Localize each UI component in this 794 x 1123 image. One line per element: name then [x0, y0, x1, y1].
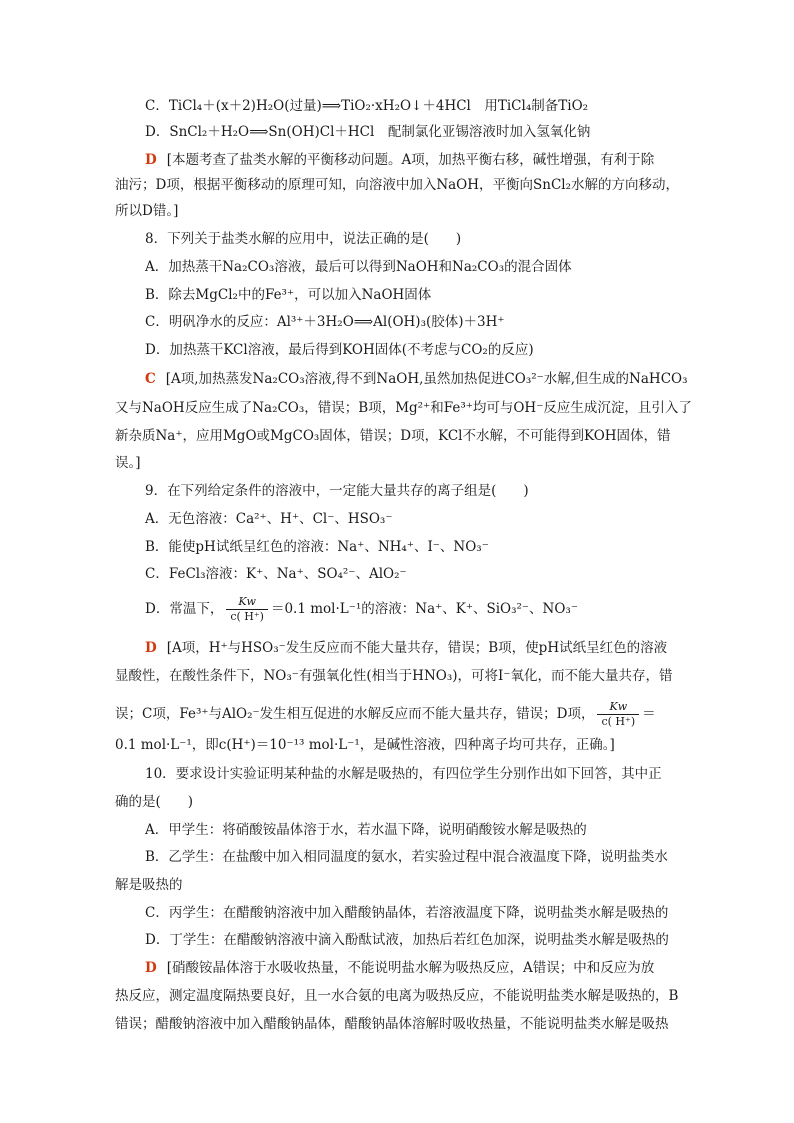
answer-10-line3: 错误；醋酸钠溶液中加入醋酸钠晶体，醋酸钠晶体溶解时吸收热量，不能说明盐类水解是吸热 — [115, 1016, 669, 1032]
line-d-sncl2: D．SnCl₂＋H₂O⟹Sn(OH)Cl＋HCl 配制氯化亚锡溶液时加入氢氧化钠 — [145, 124, 591, 140]
answer-7-line2: 油污；D项，根据平衡移动的原理可知，向溶液中加入NaOH，平衡向SnCl₂水解的方向移动， — [115, 177, 680, 193]
answer-letter: D — [145, 640, 157, 656]
answer-7: D [本题考查了盐类水解的平衡移动问题。A项，加热平衡右移，碱性增强，有利于除 — [145, 152, 655, 168]
answer-10-line2: 热反应，测定温度隔热要良好，且一水合氨的电离为吸热反应，不能说明盐类水解是吸热的，B — [115, 988, 679, 1004]
option-9d: D．常温下， $\frac{Kw}{c( H^+)}$ ＝0.1 mol·L⁻¹的溶液：Na⁺、K⁺、SiO₃²⁻、NO₃⁻ — [145, 595, 578, 623]
option-10a: A．甲学生：将硝酸铵晶体溶于水，若水温下降，说明硝酸铵水解是吸热的 — [145, 822, 587, 838]
answer-10: D [硝酸铵晶体溶于水吸收热量，不能说明盐水解为吸热反应，A错误；中和反应为放 — [145, 960, 655, 976]
answer-9-line4: 0.1 mol·L⁻¹，即c(H⁺)＝10⁻¹³ mol·L⁻¹，是碱性溶液，四种离子均可共存，正确。] — [115, 737, 615, 753]
kw-fraction: $\frac{Kw}{c( H^+)}$ — [597, 700, 639, 729]
answer-8: C [A项,加热蒸发Na₂CO₃溶液,得不到NaOH,虽然加热促进CO₃²⁻水解,但生成的NaHCO₃ — [145, 371, 688, 387]
answer-9-line2: 显酸性，在酸性条件下，NO₃⁻有强氧化性(相当于HNO₃)，可将I⁻氧化，而不能大量共存，错 — [115, 668, 673, 684]
question-8: 8．下列关于盐类水解的应用中，说法正确的是( ) — [145, 231, 462, 247]
option-10c: C．丙学生：在醋酸钠溶液中加入醋酸钠晶体，若溶液温度下降，说明盐类水解是吸热的 — [145, 905, 669, 921]
option-9b: B．能使pH试纸呈红色的溶液：Na⁺、NH₄⁺、I⁻、NO₃⁻ — [145, 539, 489, 555]
answer-8-line4: 误。] — [115, 455, 141, 471]
answer-letter: D — [145, 152, 157, 168]
option-8a: A．加热蒸干Na₂CO₃溶液，最后可以得到NaOH和Na₂CO₃的混合固体 — [145, 259, 572, 275]
option-10b: B．乙学生：在盐酸中加入相同温度的氨水，若实验过程中混合液温度下降，说明盐类水 — [145, 849, 668, 865]
option-8b: B．除去MgCl₂中的Fe³⁺，可以加入NaOH固体 — [145, 287, 432, 303]
option-10d: D．丁学生：在醋酸钠溶液中滴入酚酞试液，加热后若红色加深，说明盐类水解是吸热的 — [145, 932, 669, 948]
answer-8-line3: 新杂质Na⁺，应用MgO或MgCO₃固体，错误；D项，KCl不水解，不可能得到KOH固体，错 — [115, 428, 671, 444]
answer-7-line3: 所以D错。] — [115, 203, 179, 219]
option-9a: A．无色溶液：Ca²⁺、H⁺、Cl⁻、HSO₃⁻ — [145, 511, 393, 527]
answer-8-line2: 又与NaOH反应生成了Na₂CO₃，错误；B项，Mg²⁺和Fe³⁺均可与OH⁻反应生成沉淀，且引入了 — [115, 400, 692, 416]
option-8d: D．加热蒸干KCl溶液，最后得到KOH固体(不考虑与CO₂的反应) — [145, 342, 534, 358]
answer-9: D [A项，H⁺与HSO₃⁻发生反应而不能大量共存，错误；B项，使pH试纸呈红色的溶液 — [145, 640, 668, 656]
option-9c: C．FeCl₃溶液：K⁺、Na⁺、SO₄²⁻、AlO₂⁻ — [145, 566, 407, 582]
question-10-line2: 确的是( ) — [115, 794, 194, 810]
line-c-ticl4: C．TiCl₄＋(x＋2)H₂O(过量)⟹TiO₂·xH₂O↓＋4HCl 用TiCl₄制备TiO₂ — [145, 98, 589, 114]
question-9: 9．在下列给定条件的溶液中，一定能大量共存的离子组是( ) — [145, 483, 529, 499]
answer-letter: C — [145, 371, 156, 387]
option-8c: C．明矾净水的反应：Al³⁺＋3H₂O⟹Al(OH)₃(胶体)＋3H⁺ — [145, 314, 505, 330]
answer-9-line3: 误；C项，Fe³⁺与AlO₂⁻发生相互促进的水解反应而不能大量共存，错误；D项， $\frac{Kw}{c( H^+)}$ ＝ — [115, 700, 656, 728]
option-10b-line2: 解是吸热的 — [115, 877, 183, 893]
question-10: 10．要求设计实验证明某种盐的水解是吸热的，有四位学生分别作出如下回答，其中正 — [145, 766, 662, 782]
kw-fraction: $\frac{Kw}{c( H^+)}$ — [226, 595, 268, 624]
answer-letter: D — [145, 960, 157, 976]
